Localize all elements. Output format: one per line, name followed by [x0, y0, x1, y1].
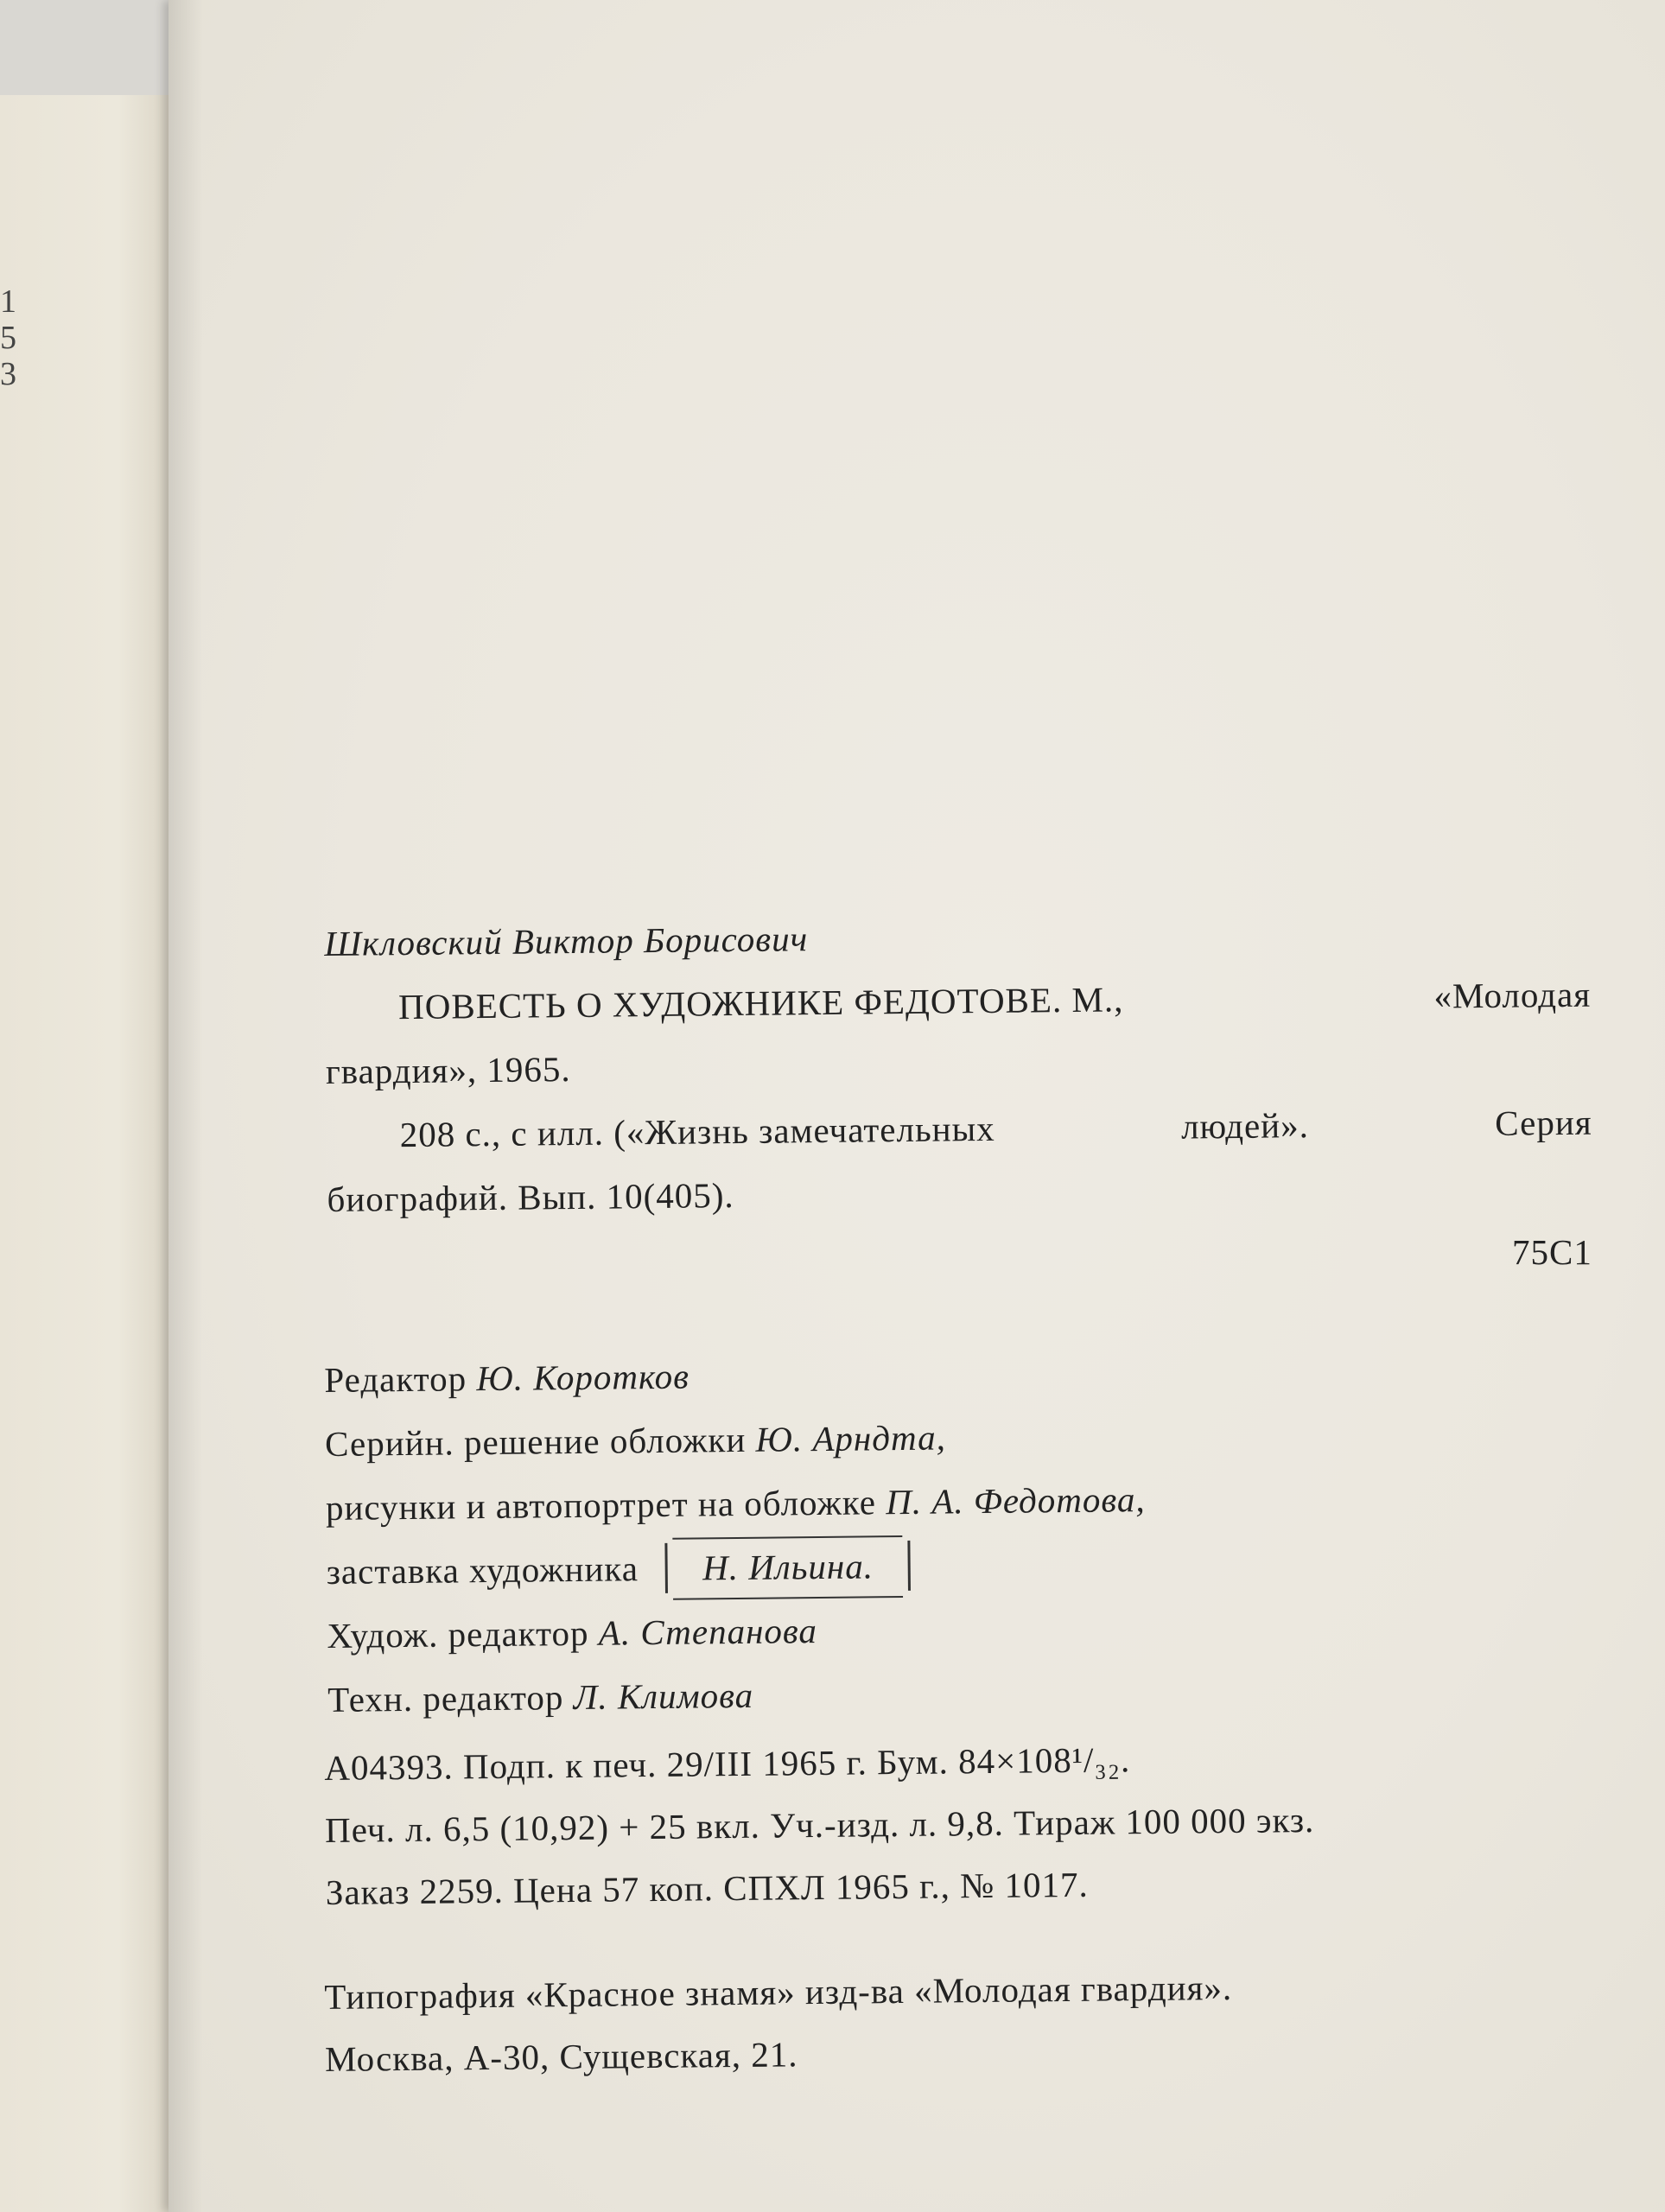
vignette-name-stamp: Н. Ильина.	[665, 1541, 911, 1593]
series-issue: биографий. Вып. 10(405).	[327, 1175, 734, 1219]
catalog-entry	[324, 899, 1593, 1231]
previous-page-edge	[0, 95, 168, 2212]
pages-series-name: людей».	[1180, 1105, 1310, 1147]
previous-page-mark: 1	[0, 283, 16, 320]
printer-address: Москва, А-30, Сущевская, 21.	[324, 2034, 798, 2079]
print-info-line: Заказ 2259. Цена 57 коп. СПХЛ 1965 г., № 1017.	[325, 1864, 1089, 1912]
cover-name: Ю. Арндта,	[755, 1417, 947, 1459]
tech-editor-label: Техн. редактор	[327, 1677, 564, 1719]
editor-name: Ю. Коротков	[476, 1356, 690, 1399]
print-info-line: Печ. л. 6,5 (10,92) + 25 вкл. Уч.-изд. л. 9,8. Тираж 100 000 экз.	[324, 1800, 1315, 1850]
editor-label: Редактор	[324, 1358, 467, 1400]
author-name: Шкловский Виктор Борисович	[324, 918, 809, 963]
drawings-name: П. А. Федотова,	[885, 1479, 1146, 1522]
title-text: ПОВЕСТЬ О ХУДОЖНИКЕ ФЕДОТОВЕ. М.,	[397, 979, 1124, 1027]
previous-page-mark: 3	[0, 356, 16, 392]
title-publisher-start: «Молодая	[1433, 974, 1592, 1016]
printer-line: Типография «Красное знамя» изд-ва «Молодая гвардия».	[324, 1967, 1233, 2017]
book-page	[168, 0, 1665, 2212]
pages-text: 208 с., с илл. («Жизнь замечательных	[399, 1108, 995, 1155]
binding-shadow	[168, 0, 203, 2212]
classification-code: 75С1	[1512, 1232, 1592, 1272]
credits	[324, 1334, 1616, 1732]
previous-page-mark: 5	[0, 320, 16, 356]
printing-info	[324, 1723, 1613, 1923]
art-editor-label: Худож. редактор	[327, 1612, 589, 1656]
tech-editor-name: Л. Климова	[573, 1675, 754, 1717]
art-editor-name: А. Степанова	[598, 1611, 818, 1653]
vignette-label: заставка художника	[326, 1548, 639, 1592]
print-info-line: А04393. Подп. к печ. 29/III 1965 г. Бум. 84×108¹/₃₂.	[324, 1739, 1131, 1788]
printer-info	[324, 1952, 1612, 2090]
pages-series-word: Серия	[1495, 1102, 1592, 1143]
drawings-label: рисунки и автопортрет на обложке	[325, 1482, 877, 1528]
publisher-year: гвардия», 1965.	[325, 1049, 571, 1091]
tech-editor-line	[327, 1654, 1616, 1732]
cover-label: Серийн. решение обложки	[324, 1419, 747, 1464]
